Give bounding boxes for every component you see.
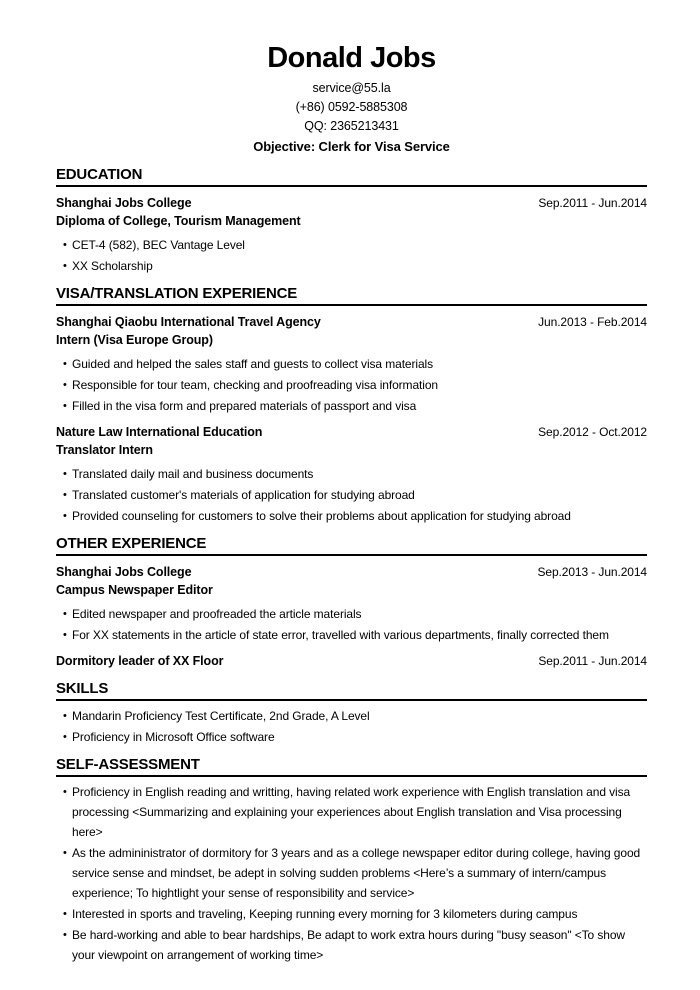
bullet-item xyxy=(56,625,647,645)
entry-titles xyxy=(56,195,538,230)
bullet-text: Provided counseling for customers to solve their problems about application for studying abroad xyxy=(72,509,571,523)
entry-header xyxy=(56,564,647,599)
bullet-item xyxy=(56,843,647,903)
resume-section xyxy=(56,285,647,526)
organization-name: Nature Law International Education xyxy=(56,425,263,439)
bullet-icon: • xyxy=(63,629,67,641)
bullet-list xyxy=(56,354,647,416)
organization-name: Shanghai Jobs College xyxy=(56,196,192,210)
entry-titles xyxy=(56,564,537,599)
bullet-item xyxy=(56,354,647,374)
resume-entry xyxy=(56,195,647,276)
bullet-icon: • xyxy=(63,489,67,501)
date-range: Sep.2012 - Oct.2012 xyxy=(538,425,647,439)
entry-header xyxy=(56,195,647,230)
bullet-text: CET-4 (582), BEC Vantage Level xyxy=(72,238,245,252)
resume-entry xyxy=(56,424,647,526)
bullet-text: Responsible for tour team, checking and proofreading visa information xyxy=(72,378,438,392)
bullet-text: Translated daily mail and business documents xyxy=(72,467,314,481)
bullet-item xyxy=(56,706,647,726)
resume-entry xyxy=(56,653,647,671)
role-title: Campus Newspaper Editor xyxy=(56,582,213,597)
resume-section xyxy=(56,535,647,671)
section-titlebar xyxy=(56,756,647,777)
bullet-icon: • xyxy=(63,239,67,251)
resume-sections xyxy=(56,166,647,965)
section-title: EDUCATION xyxy=(56,166,143,183)
entry-header xyxy=(56,424,647,459)
resume-section xyxy=(56,680,647,747)
resume-entry xyxy=(56,314,647,416)
bullet-icon: • xyxy=(63,846,67,859)
resume-entry xyxy=(56,706,647,747)
resume-entry xyxy=(56,782,647,965)
section-titlebar xyxy=(56,166,647,187)
bullet-list xyxy=(56,235,647,276)
section-title: SELF-ASSESSMENT xyxy=(56,755,200,773)
bullet-item xyxy=(56,904,647,924)
bullet-text: Guided and helped the sales staff and guests to collect visa materials xyxy=(72,357,433,371)
bullet-list xyxy=(56,782,647,965)
date-range: Sep.2011 - Jun.2014 xyxy=(538,654,647,668)
bullet-icon: • xyxy=(63,260,67,272)
bullet-text: Proficiency in Microsoft Office software xyxy=(72,729,275,744)
objective-line: Objective: Clerk for Visa Service xyxy=(253,139,450,154)
date-range: Sep.2011 - Jun.2014 xyxy=(538,196,647,210)
role-title: Translator Intern xyxy=(56,442,153,457)
resume-header xyxy=(56,42,647,157)
bullet-item xyxy=(56,375,647,395)
role-title: Diploma of College, Tourism Management xyxy=(56,213,301,228)
resume-section xyxy=(56,166,647,276)
date-range: Sep.2013 - Jun.2014 xyxy=(537,565,647,579)
bullet-item xyxy=(56,464,647,484)
section-title: SKILLS xyxy=(56,679,109,697)
section-title: VISA/TRANSLATION EXPERIENCE xyxy=(56,285,298,302)
bullet-icon: • xyxy=(63,400,67,412)
date-range: Jun.2013 - Feb.2014 xyxy=(538,315,647,329)
entry-titles xyxy=(56,653,538,671)
bullet-icon: • xyxy=(63,730,67,743)
bullet-text: Proficiency in English reading and writting, having related work experience with English translation and visa processing <Summarizing and explaining your experiences about English translation and Visa processing here> xyxy=(72,784,631,839)
contact-phone: (+86) 0592-5885308 xyxy=(295,100,408,114)
bullet-item xyxy=(56,235,647,255)
bullet-text: Mandarin Proficiency Test Certificate, 2nd Grade, A Level xyxy=(72,708,370,723)
section-titlebar xyxy=(56,285,647,306)
bullet-icon: • xyxy=(63,907,67,920)
bullet-text: Interested in sports and traveling, Keeping running every morning for 3 kilometers during campus xyxy=(72,906,578,921)
resume-section xyxy=(56,756,647,965)
entry-titles xyxy=(56,424,538,459)
bullet-item xyxy=(56,727,647,747)
bullet-text: For XX statements in the article of state error, travelled with various departments, finally corrected them xyxy=(72,628,609,642)
bullet-text: Filled in the visa form and prepared materials of passport and visa xyxy=(72,399,417,413)
bullet-text: As the admininistrator of dormitory for 3 years and as a college newspaper editor during college, having good service sense and mindset, be adept in solving sudden problems <Here’s a summary of intern/campus experience; To hightlight your sense of responsibility and service> xyxy=(72,845,641,900)
section-title: OTHER EXPERIENCE xyxy=(56,535,207,552)
contact-block xyxy=(56,79,647,136)
role-title: Intern (Visa Europe Group) xyxy=(56,332,213,347)
bullet-item xyxy=(56,925,647,965)
bullet-item xyxy=(56,604,647,624)
bullet-item xyxy=(56,782,647,842)
bullet-icon: • xyxy=(63,785,67,798)
bullet-list xyxy=(56,706,647,747)
bullet-icon: • xyxy=(63,709,67,722)
bullet-item xyxy=(56,396,647,416)
bullet-text: Edited newspaper and proofreaded the article materials xyxy=(72,607,362,621)
bullet-list xyxy=(56,464,647,526)
bullet-item xyxy=(56,485,647,505)
bullet-icon: • xyxy=(63,928,67,941)
bullet-icon: • xyxy=(63,510,67,522)
section-titlebar xyxy=(56,680,647,701)
bullet-icon: • xyxy=(63,608,67,620)
bullet-list xyxy=(56,604,647,645)
bullet-item xyxy=(56,506,647,526)
bullet-text: XX Scholarship xyxy=(72,259,153,273)
organization-name: Dormitory leader of XX Floor xyxy=(56,654,224,668)
organization-name: Shanghai Jobs College xyxy=(56,565,192,579)
bullet-icon: • xyxy=(63,468,67,480)
resume-entry xyxy=(56,564,647,645)
organization-name: Shanghai Qiaobu International Travel Agency xyxy=(56,315,321,329)
contact-qq: QQ: 2365213431 xyxy=(304,119,399,133)
bullet-icon: • xyxy=(63,379,67,391)
entry-titles xyxy=(56,314,538,349)
entry-header xyxy=(56,314,647,349)
bullet-text: Translated customer's materials of application for studying abroad xyxy=(72,488,415,502)
bullet-text: Be hard-working and able to bear hardships, Be adapt to work extra hours during "busy season" <To show your viewpoint on arrangement of working time> xyxy=(72,927,625,962)
bullet-item xyxy=(56,256,647,276)
section-titlebar xyxy=(56,535,647,556)
contact-email: service@55.la xyxy=(312,81,391,95)
bullet-icon: • xyxy=(63,358,67,370)
person-name: Donald Jobs xyxy=(267,42,436,74)
entry-header xyxy=(56,653,647,671)
